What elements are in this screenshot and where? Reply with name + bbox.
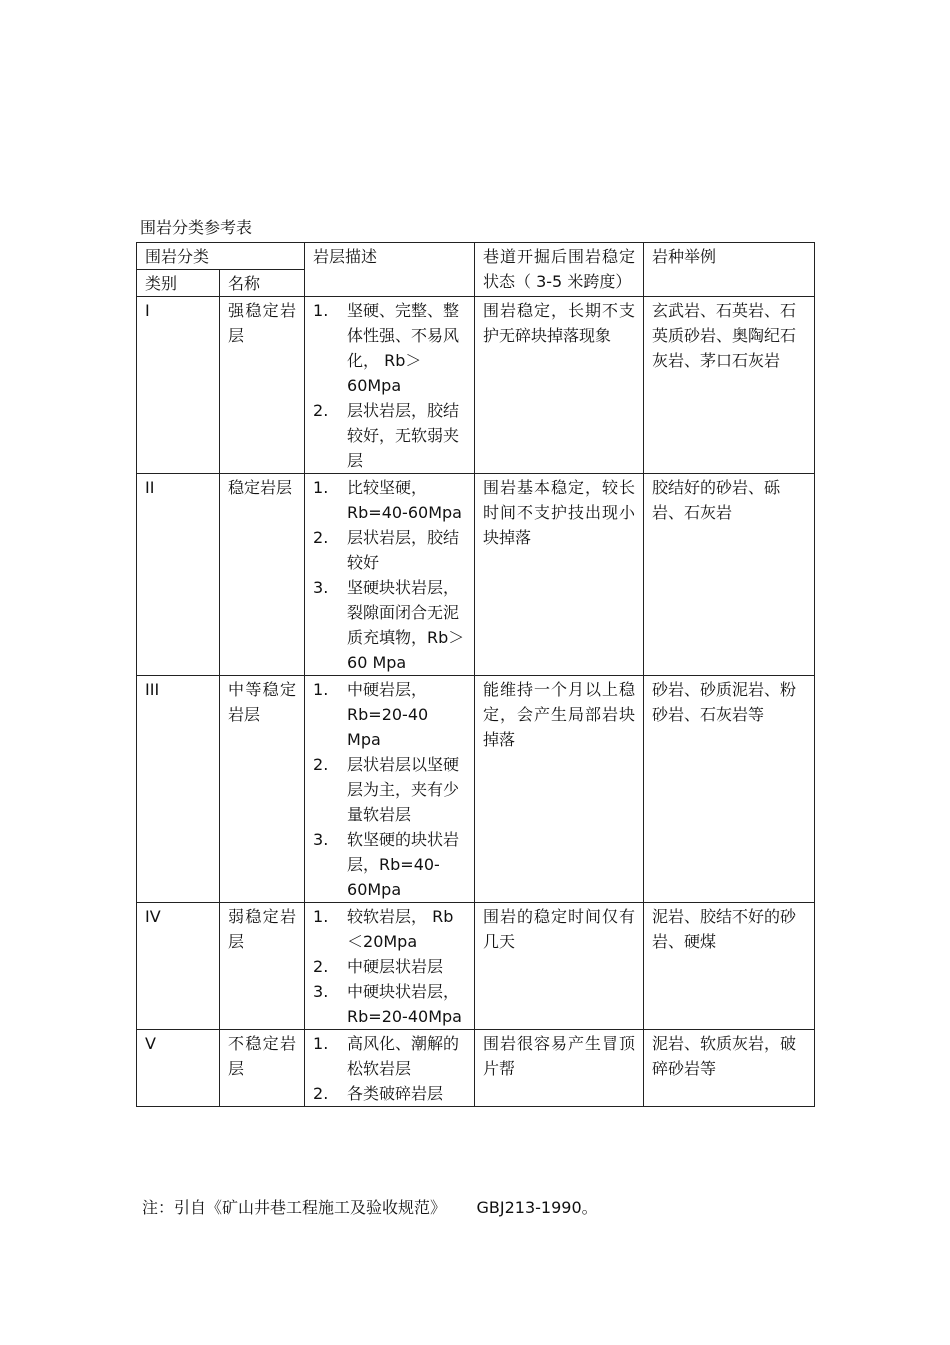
table-row bbox=[137, 903, 815, 1030]
header-category-cell: 类别 bbox=[137, 270, 220, 297]
table-caption: 围岩分类参考表 bbox=[140, 218, 253, 237]
list-item bbox=[313, 298, 466, 398]
description-cell bbox=[305, 297, 475, 474]
list-item bbox=[313, 827, 466, 902]
description-list bbox=[313, 1031, 466, 1106]
category-cell: II bbox=[137, 474, 220, 676]
header-examples-cell: 岩种举例 bbox=[644, 243, 815, 297]
item-number: 2. bbox=[313, 401, 329, 420]
list-item bbox=[313, 1031, 466, 1081]
name-cell: 中等稳定岩层 bbox=[220, 676, 305, 903]
item-number: 1. bbox=[313, 1034, 329, 1053]
state-cell: 围岩很容易产生冒顶片帮 bbox=[475, 1030, 644, 1107]
item-number: 2. bbox=[313, 957, 329, 976]
item-text: 层状岩层，胶结较好 bbox=[347, 528, 460, 572]
item-text: 高风化、潮解的松软岩层 bbox=[347, 1034, 460, 1078]
examples-cell: 泥岩、软质灰岩，破碎砂岩等 bbox=[644, 1030, 815, 1107]
item-number: 2. bbox=[313, 755, 329, 774]
category-cell: I bbox=[137, 297, 220, 474]
item-number: 3. bbox=[313, 578, 329, 597]
item-text: 中硬块状岩层，Rb=20-40Mpa bbox=[347, 982, 462, 1026]
name-cell: 弱稳定岩层 bbox=[220, 903, 305, 1030]
examples-cell: 玄武岩、石英岩、石英质砂岩、奥陶纪石灰岩、茅口石灰岩 bbox=[644, 297, 815, 474]
list-item bbox=[313, 954, 466, 979]
examples-cell: 泥岩、胶结不好的砂岩、硬煤 bbox=[644, 903, 815, 1030]
item-text: 比较坚硬，Rb=40-60Mpa bbox=[347, 478, 462, 522]
table-row bbox=[137, 676, 815, 903]
category-cell: III bbox=[137, 676, 220, 903]
list-item bbox=[313, 979, 466, 1029]
category-cell: IV bbox=[137, 903, 220, 1030]
item-number: 3. bbox=[313, 982, 329, 1001]
list-item bbox=[313, 677, 466, 752]
item-text: 软坚硬的块状岩层，Rb=40-60Mpa bbox=[347, 830, 460, 899]
item-number: 3. bbox=[313, 830, 329, 849]
item-number: 1. bbox=[313, 301, 329, 320]
list-item bbox=[313, 575, 466, 675]
name-cell: 强稳定岩层 bbox=[220, 297, 305, 474]
header-state-cell: 巷道开掘后围岩稳定状态（ 3-5 米跨度） bbox=[475, 243, 644, 297]
state-cell: 能维持一个月以上稳定，会产生局部岩块掉落 bbox=[475, 676, 644, 903]
item-text: 层状岩层，胶结较好，无软弱夹层 bbox=[347, 401, 460, 470]
description-cell bbox=[305, 903, 475, 1030]
description-list bbox=[313, 677, 466, 902]
description-list bbox=[313, 298, 466, 473]
state-cell: 围岩的稳定时间仅有几天 bbox=[475, 903, 644, 1030]
description-cell bbox=[305, 676, 475, 903]
item-text: 层状岩层以坚硬层为主，夹有少量软岩层 bbox=[347, 755, 460, 824]
category-cell: V bbox=[137, 1030, 220, 1107]
name-cell: 不稳定岩层 bbox=[220, 1030, 305, 1107]
item-number: 1. bbox=[313, 478, 329, 497]
header-group-cell: 围岩分类 bbox=[137, 243, 305, 270]
item-text: 坚硬块状岩层，裂隙面闭合无泥质充填物，Rb＞60 Mpa bbox=[347, 578, 465, 672]
item-text: 较软岩层， Rb＜20Mpa bbox=[347, 907, 454, 951]
list-item bbox=[313, 475, 466, 525]
item-text: 各类破碎岩层 bbox=[347, 1084, 444, 1103]
item-text: 中硬岩层，Rb=20-40 Mpa bbox=[347, 680, 429, 749]
description-list bbox=[313, 904, 466, 1029]
state-cell: 围岩稳定，长期不支护无碎块掉落现象 bbox=[475, 297, 644, 474]
item-number: 2. bbox=[313, 1084, 329, 1103]
list-item bbox=[313, 752, 466, 827]
table-row bbox=[137, 1030, 815, 1107]
source-note: 注：引自《矿山井巷工程施工及验收规范》 GBJ213-1990。 bbox=[142, 1198, 598, 1217]
description-cell bbox=[305, 474, 475, 676]
list-item bbox=[313, 398, 466, 473]
description-cell bbox=[305, 1030, 475, 1107]
header-description-cell: 岩层描述 bbox=[305, 243, 475, 297]
item-number: 2. bbox=[313, 528, 329, 547]
list-item bbox=[313, 904, 466, 954]
state-cell: 围岩基本稳定，较长时间不支护技出现小块掉落 bbox=[475, 474, 644, 676]
list-item bbox=[313, 525, 466, 575]
header-name-cell: 名称 bbox=[220, 270, 305, 297]
item-text: 中硬层状岩层 bbox=[347, 957, 444, 976]
name-cell: 稳定岩层 bbox=[220, 474, 305, 676]
table-row bbox=[137, 297, 815, 474]
item-number: 1. bbox=[313, 907, 329, 926]
header-row-1 bbox=[137, 243, 815, 270]
item-text: 坚硬、完整、整体性强、不易风化， Rb＞60Mpa bbox=[347, 301, 460, 395]
examples-cell: 砂岩、砂质泥岩、粉砂岩、石灰岩等 bbox=[644, 676, 815, 903]
description-list bbox=[313, 475, 466, 675]
rock-classification-table bbox=[136, 242, 815, 1107]
item-number: 1. bbox=[313, 680, 329, 699]
table-row bbox=[137, 474, 815, 676]
examples-cell: 胶结好的砂岩、砾岩、石灰岩 bbox=[644, 474, 815, 676]
list-item bbox=[313, 1081, 466, 1106]
